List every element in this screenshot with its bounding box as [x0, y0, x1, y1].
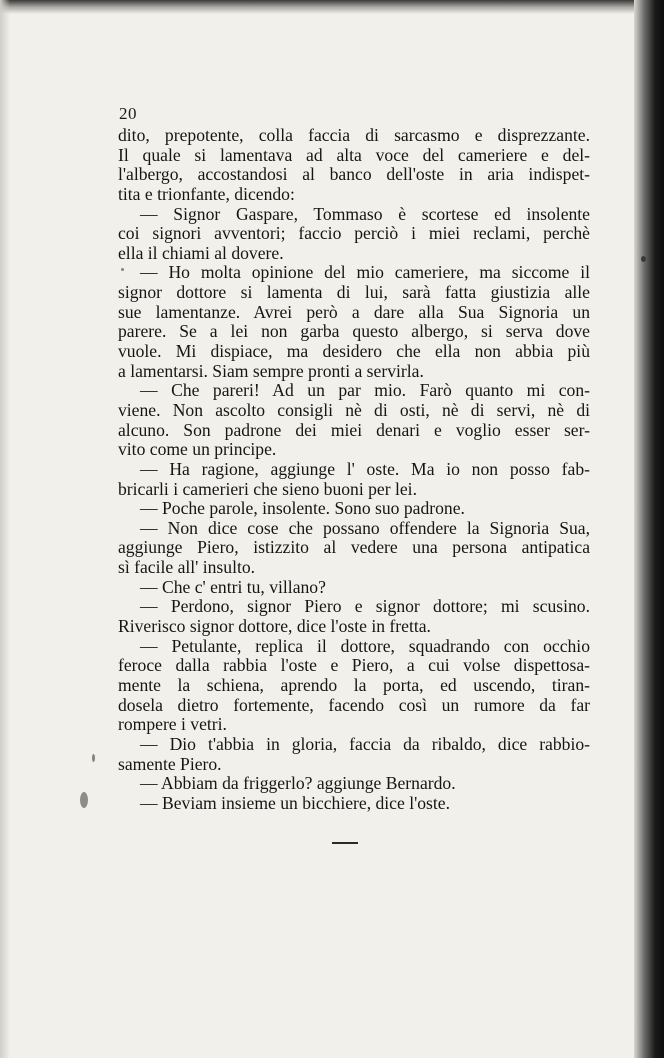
- text-line: — Dio t'abbia in gloria, faccia da ribaldo, dice rabbio-: [140, 733, 590, 754]
- text-line: Riverisco signor dottore, dice l'oste in fretta.: [118, 616, 431, 637]
- text-line: alcuno. Son padrone dei miei denari e voglio esser ser-: [118, 419, 590, 440]
- scan-speck: [92, 754, 95, 762]
- text-line: mente la schiena, aprendo la porta, ed uscendo, tiran-: [118, 674, 590, 695]
- text-line: sue lamentanze. Avrei però a dare alla Sua Signoria un: [118, 301, 590, 322]
- left-edge-shadow: [0, 0, 10, 1058]
- text-line: ella il chiami al dovere.: [118, 242, 284, 263]
- text-line: rompere i vetri.: [118, 714, 227, 735]
- text-line: parere. Se a lei non garba questo albergo, si serva dove: [118, 321, 590, 342]
- text-line: a lamentarsi. Siam sempre pronti a servirla.: [118, 360, 424, 381]
- text-line: samente Piero.: [118, 753, 222, 774]
- text-line: dosela dietro fortemente, facendo così un rumore da far: [118, 694, 590, 715]
- text-line: viene. Non ascolto consigli nè di osti, nè di servi, nè di: [118, 399, 590, 420]
- scan-speck: [121, 268, 124, 271]
- text-line: — Che c' entri tu, villano?: [140, 576, 326, 597]
- text-line: coi signori avventori; faccio perciò i miei reclami, perchè: [118, 223, 590, 244]
- text-line: vito come un principe.: [118, 439, 277, 460]
- text-line: vuole. Mi dispiace, ma desidero che ella non abbia più: [118, 341, 590, 362]
- binding-gutter: [634, 0, 664, 1058]
- page-number: 20: [119, 104, 137, 123]
- scan-speck: [80, 792, 88, 808]
- text-line: tita e trionfante, dicendo:: [118, 183, 295, 204]
- text-line: — Signor Gaspare, Tommaso è scortese ed insolente: [140, 203, 590, 224]
- text-line: — Che pareri! Ad un par mio. Farò quanto mi con-: [140, 380, 590, 401]
- text-line: — Non dice cose che possano offendere la Signoria Sua,: [140, 517, 590, 538]
- text-line: — Beviam insieme un bicchiere, dice l'oste.: [140, 792, 450, 813]
- body-text: [118, 126, 590, 813]
- scan-speck: [641, 256, 646, 262]
- text-line: l'albergo, accostandosi al banco dell'oste in aria indispet-: [118, 164, 590, 185]
- text-line: — Perdono, signor Piero e signor dottore; mi scusino.: [140, 596, 590, 617]
- text-line: sì facile all' insulto.: [118, 557, 256, 578]
- text-line: — Poche parole, insolente. Sono suo padrone.: [140, 498, 465, 519]
- text-line: feroce dalla rabbia l'oste e Piero, a cui volse dispettosa-: [118, 655, 590, 676]
- text-line: — Petulante, replica il dottore, squadrando con occhio: [140, 635, 590, 656]
- text-line: — Ho molta opinione del mio cameriere, ma siccome il: [140, 262, 590, 283]
- text-line: — Abbiam da friggerlo? aggiunge Bernardo.: [140, 773, 456, 794]
- text-line: bricarli i camerieri che sieno buoni per lei.: [118, 478, 417, 499]
- top-edge-shadow: [0, 0, 664, 14]
- text-line: signor dottore si lamenta di lui, sarà fatta giustizia alle: [118, 282, 590, 303]
- text-line: aggiunge Piero, istizzito al vedere una persona antipatica: [118, 537, 590, 558]
- text-line: Il quale si lamentava ad alta voce del cameriere e del-: [118, 144, 590, 165]
- text-line: dito, prepotente, colla faccia di sarcasmo e disprezzante.: [118, 125, 590, 145]
- text-line: — Ha ragione, aggiunge l' oste. Ma io non posso fab-: [140, 458, 590, 479]
- end-of-section-rule: [332, 842, 358, 844]
